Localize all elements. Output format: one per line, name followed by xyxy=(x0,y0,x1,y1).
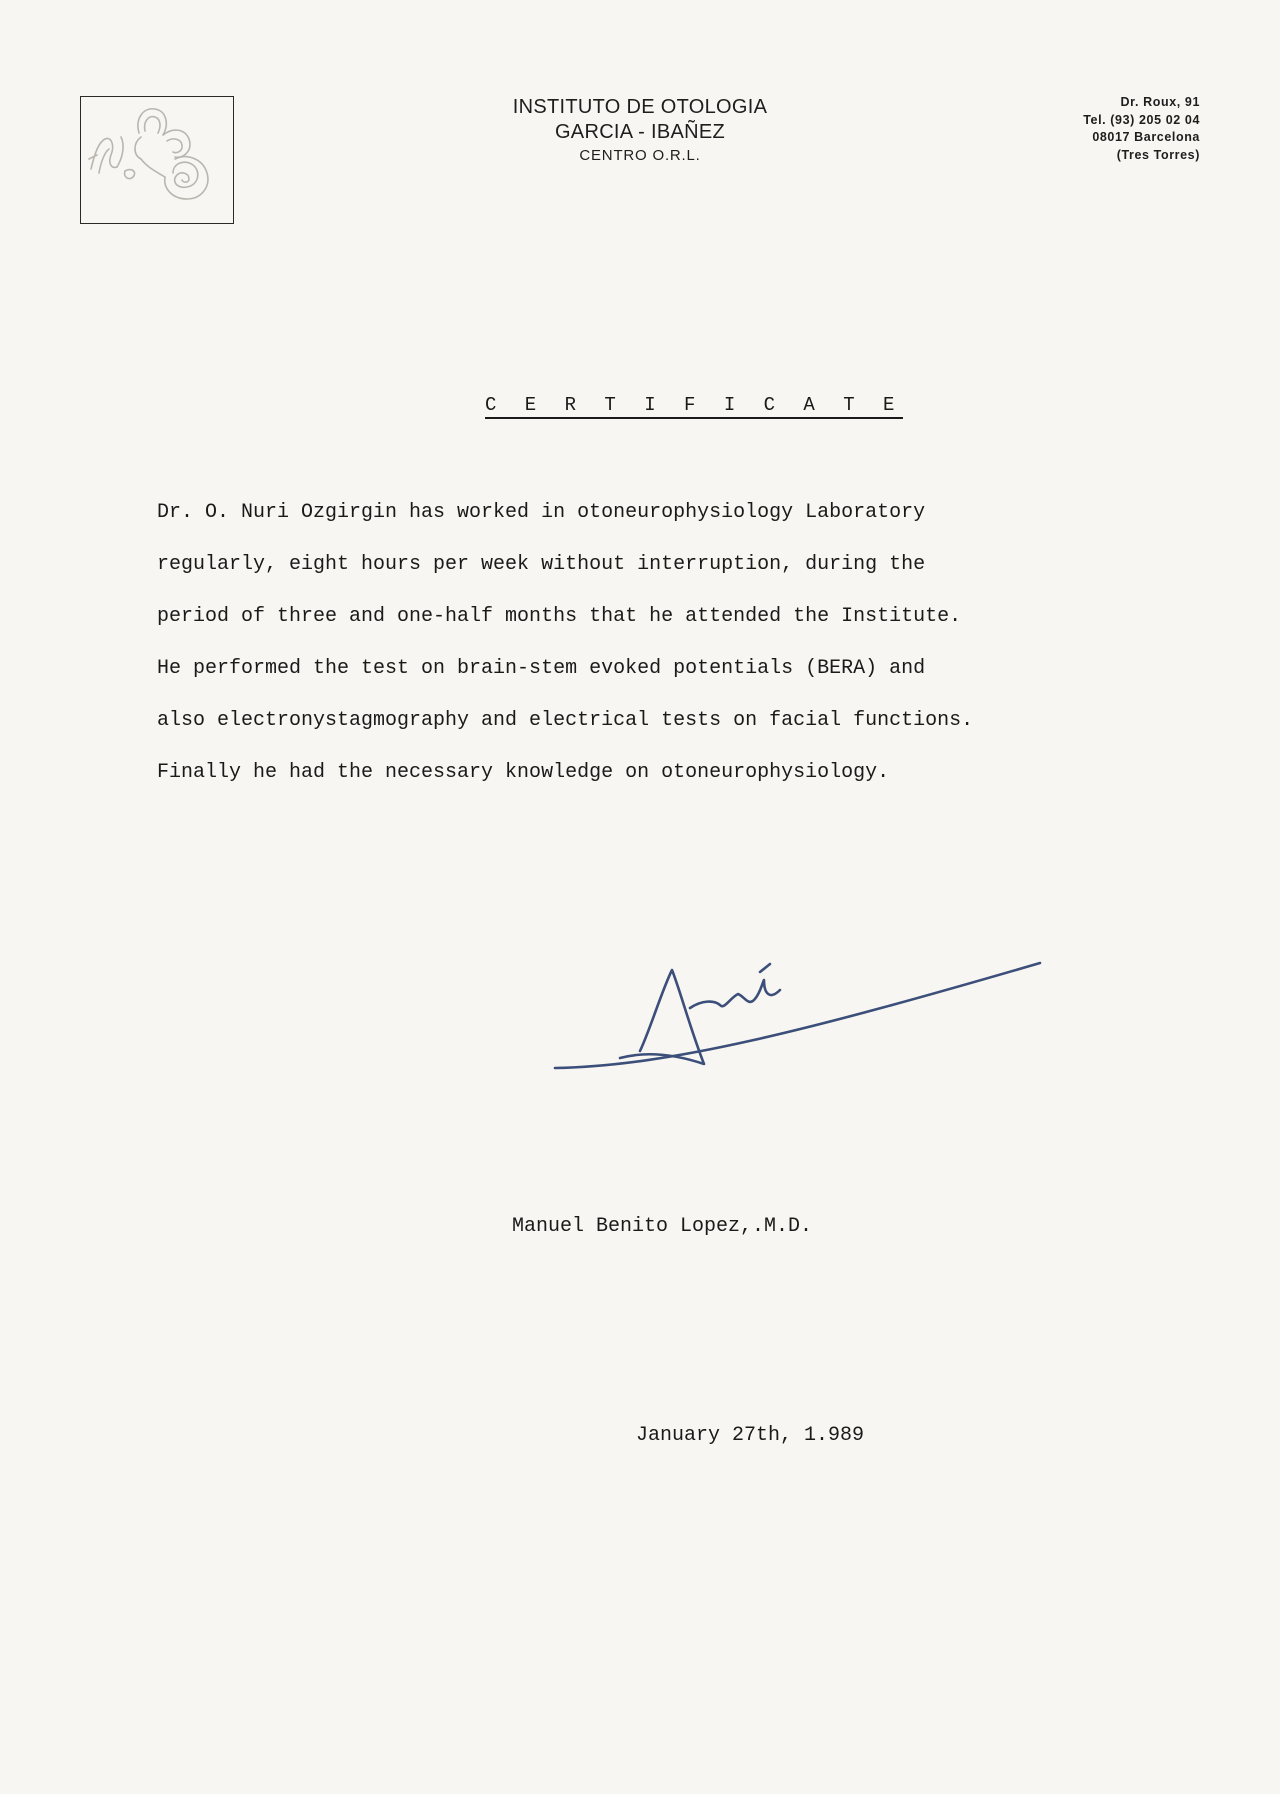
institute-name-block xyxy=(440,95,840,166)
handwritten-signature xyxy=(550,950,1050,1095)
institute-logo xyxy=(80,96,234,224)
signatory-name: Manuel Benito Lopez,.M.D. xyxy=(512,1215,813,1238)
address-district: (Tres Torres) xyxy=(1116,147,1200,162)
ear-anatomy-icon xyxy=(81,97,232,222)
address-city: 08017 Barcelona xyxy=(1092,130,1200,144)
address-street: Dr. Roux, 91 xyxy=(1120,95,1200,109)
body-line: Finally he had the necessary knowledge on otoneurophysiology. xyxy=(157,761,890,784)
body-line: regularly, eight hours per week without interruption, during the xyxy=(157,553,926,576)
body-line: Dr. O. Nuri Ozgirgin has worked in otoneurophysiology Laboratory xyxy=(157,501,926,524)
institute-name-line1: INSTITUTO DE OTOLOGIA xyxy=(512,96,768,118)
certificate-date: January 27th, 1.989 xyxy=(636,1424,865,1447)
institute-name-line2: GARCIA - IBAÑEZ xyxy=(554,121,726,143)
body-line: also electronystagmography and electrical tests on facial functions. xyxy=(157,709,974,732)
certificate-title: C E R T I F I C A T E xyxy=(485,394,903,416)
address-phone: Tel. (93) 205 02 04 xyxy=(1083,112,1200,127)
certificate-body xyxy=(157,495,1237,807)
body-line: period of three and one-half months that he attended the Institute. xyxy=(157,605,962,628)
body-line: He performed the test on brain-stem evoked potentials (BERA) and xyxy=(157,657,926,680)
institute-name-line3: CENTRO O.R.L. xyxy=(579,147,701,164)
institute-address xyxy=(1083,94,1200,164)
